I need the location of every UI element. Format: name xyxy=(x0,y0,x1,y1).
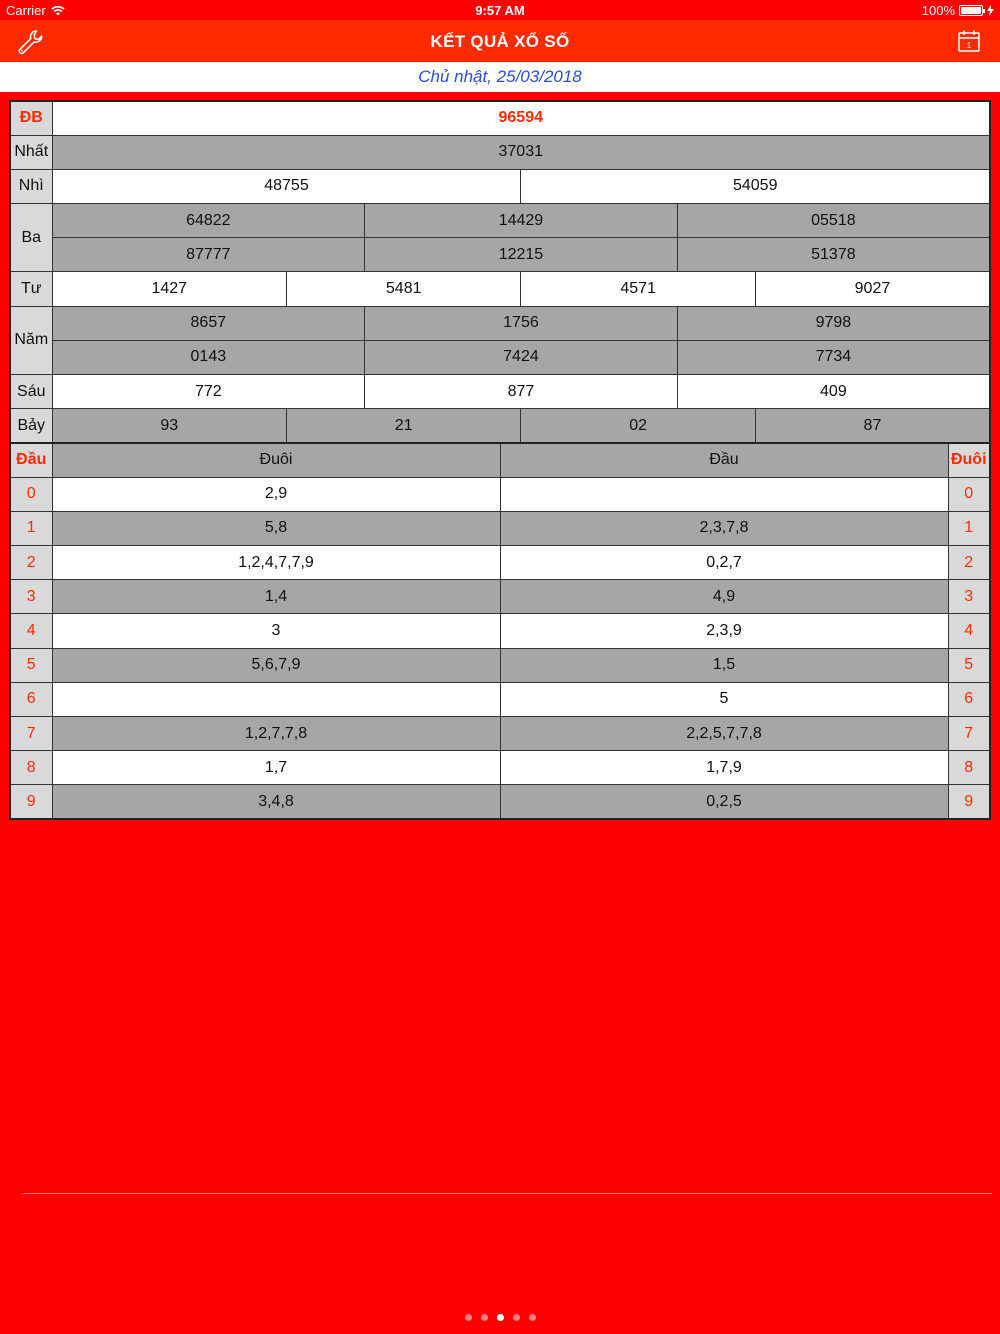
loto-num-left: 1 xyxy=(10,511,52,545)
page-indicator[interactable] xyxy=(0,1314,1000,1321)
loto-dau-value: 2,3,9 xyxy=(500,614,948,648)
prize-label-bay: Bảy xyxy=(10,409,52,443)
loto-num-right: 6 xyxy=(948,682,990,716)
prize-row-nam xyxy=(10,306,990,340)
loto-duoi-value: 2,9 xyxy=(52,477,500,511)
prize-row-ba xyxy=(10,204,990,238)
loto-dau-value: 0,2,7 xyxy=(500,546,948,580)
prize-value-nam: 7734 xyxy=(677,340,990,374)
charging-bolt-icon xyxy=(987,5,994,16)
loto-header-duoi: Đuôi xyxy=(52,443,500,477)
loto-row xyxy=(10,751,990,785)
loto-row xyxy=(10,614,990,648)
prize-value-ba: 87777 xyxy=(52,238,365,272)
loto-num-left: 2 xyxy=(10,546,52,580)
loto-duoi-value: 1,4 xyxy=(52,580,500,614)
loto-num-right: 0 xyxy=(948,477,990,511)
loto-num-right: 1 xyxy=(948,511,990,545)
loto-num-right: 5 xyxy=(948,648,990,682)
loto-num-right: 8 xyxy=(948,751,990,785)
loto-duoi-value: 1,7 xyxy=(52,751,500,785)
prize-row-ba xyxy=(10,238,990,272)
loto-num-left: 5 xyxy=(10,648,52,682)
page-dot[interactable] xyxy=(481,1314,488,1321)
prize-row-nhat xyxy=(10,135,990,169)
loto-duoi-value: 3 xyxy=(52,614,500,648)
calendar-button[interactable] xyxy=(956,28,982,54)
loto-num-left: 4 xyxy=(10,614,52,648)
prize-label-nhat: Nhất xyxy=(10,135,52,169)
prize-value-nam: 8657 xyxy=(52,306,365,340)
prize-value-bay: 87 xyxy=(755,409,990,443)
page-dot[interactable] xyxy=(513,1314,520,1321)
prize-value-nam: 0143 xyxy=(52,340,365,374)
calendar-icon xyxy=(956,28,982,54)
loto-dau-value: 1,5 xyxy=(500,648,948,682)
prize-value-ba: 51378 xyxy=(677,238,990,272)
prize-value-nam: 7424 xyxy=(365,340,678,374)
prize-row-tu xyxy=(10,272,990,306)
prize-row-nam xyxy=(10,340,990,374)
prize-value-db: 96594 xyxy=(52,101,990,135)
loto-duoi-value: 1,2,4,7,7,9 xyxy=(52,546,500,580)
loto-duoi-value: 3,4,8 xyxy=(52,785,500,819)
prize-value-ba: 05518 xyxy=(677,204,990,238)
loto-row xyxy=(10,682,990,716)
calendar-day: 1 xyxy=(966,41,972,50)
page-title: KẾT QUẢ XỔ SỐ xyxy=(430,32,570,51)
status-bar xyxy=(0,0,1000,20)
loto-dau-value: 2,3,7,8 xyxy=(500,511,948,545)
loto-dau-value: 4,9 xyxy=(500,580,948,614)
loto-num-left: 7 xyxy=(10,717,52,751)
prize-label-nam: Năm xyxy=(10,306,52,374)
prize-value-sau: 772 xyxy=(52,375,365,409)
prize-value-tu: 5481 xyxy=(286,272,520,306)
page-dot[interactable] xyxy=(497,1314,504,1321)
prize-value-bay: 02 xyxy=(521,409,755,443)
loto-num-right: 9 xyxy=(948,785,990,819)
loto-dau-value xyxy=(500,477,948,511)
prize-value-ba: 64822 xyxy=(52,204,365,238)
loto-row xyxy=(10,580,990,614)
loto-dau-value: 2,2,5,7,7,8 xyxy=(500,717,948,751)
prize-value-tu: 9027 xyxy=(755,272,990,306)
loto-num-right: 7 xyxy=(948,717,990,751)
prize-row-db xyxy=(10,101,990,135)
loto-duoi-value xyxy=(52,682,500,716)
loto-table xyxy=(9,442,991,820)
prize-value-bay: 21 xyxy=(286,409,520,443)
loto-rows xyxy=(10,477,990,819)
carrier-label: Carrier xyxy=(6,3,46,18)
loto-header-row xyxy=(10,443,990,477)
prize-value-nhat: 37031 xyxy=(52,135,990,169)
loto-num-right: 4 xyxy=(948,614,990,648)
page-dot[interactable] xyxy=(529,1314,536,1321)
loto-row xyxy=(10,648,990,682)
divider xyxy=(23,1193,992,1194)
status-time: 9:57 AM xyxy=(475,3,525,18)
prize-value-ba: 12215 xyxy=(365,238,678,272)
prize-value-nhi: 54059 xyxy=(521,169,990,203)
loto-row xyxy=(10,546,990,580)
prize-label-sau: Sáu xyxy=(10,375,52,409)
loto-num-right: 3 xyxy=(948,580,990,614)
prize-value-tu: 1427 xyxy=(52,272,286,306)
results-table xyxy=(9,100,991,444)
prize-label-nhi: Nhì xyxy=(10,169,52,203)
prize-row-bay xyxy=(10,409,990,443)
loto-num-left: 0 xyxy=(10,477,52,511)
prize-value-ba: 14429 xyxy=(365,204,678,238)
prize-label-tu: Tư xyxy=(10,272,52,306)
loto-row xyxy=(10,717,990,751)
loto-num-left: 8 xyxy=(10,751,52,785)
loto-header-duoi-right: Đuôi xyxy=(948,443,990,477)
loto-num-right: 2 xyxy=(948,546,990,580)
loto-header-dau: Đầu xyxy=(500,443,948,477)
loto-row xyxy=(10,477,990,511)
prize-value-tu: 4571 xyxy=(521,272,755,306)
loto-dau-value: 1,7,9 xyxy=(500,751,948,785)
battery-percent: 100% xyxy=(921,3,955,18)
loto-duoi-value: 5,6,7,9 xyxy=(52,648,500,682)
loto-dau-value: 5 xyxy=(500,682,948,716)
loto-header-dau-left: Đầu xyxy=(10,443,52,477)
loto-row xyxy=(10,785,990,819)
prize-row-sau xyxy=(10,375,990,409)
nav-bar xyxy=(0,20,1000,62)
loto-duoi-value: 1,2,7,7,8 xyxy=(52,717,500,751)
loto-num-left: 6 xyxy=(10,682,52,716)
prize-value-bay: 93 xyxy=(52,409,286,443)
battery-icon xyxy=(959,5,983,16)
prize-value-nam: 9798 xyxy=(677,306,990,340)
battery-indicator xyxy=(922,3,994,18)
loto-row xyxy=(10,511,990,545)
loto-num-left: 3 xyxy=(10,580,52,614)
loto-duoi-value: 5,8 xyxy=(52,511,500,545)
prize-value-nam: 1756 xyxy=(365,306,678,340)
loto-num-left: 9 xyxy=(10,785,52,819)
draw-date: Chủ nhật, 25/03/2018 xyxy=(0,62,1000,92)
prize-label-db: ĐB xyxy=(10,101,52,135)
prize-label-ba: Ba xyxy=(10,204,52,272)
page-dot[interactable] xyxy=(465,1314,472,1321)
prize-row-nhi xyxy=(10,169,990,203)
prize-value-nhi: 48755 xyxy=(52,169,521,203)
loto-dau-value: 0,2,5 xyxy=(500,785,948,819)
prize-value-sau: 877 xyxy=(365,375,678,409)
prize-value-sau: 409 xyxy=(677,375,990,409)
